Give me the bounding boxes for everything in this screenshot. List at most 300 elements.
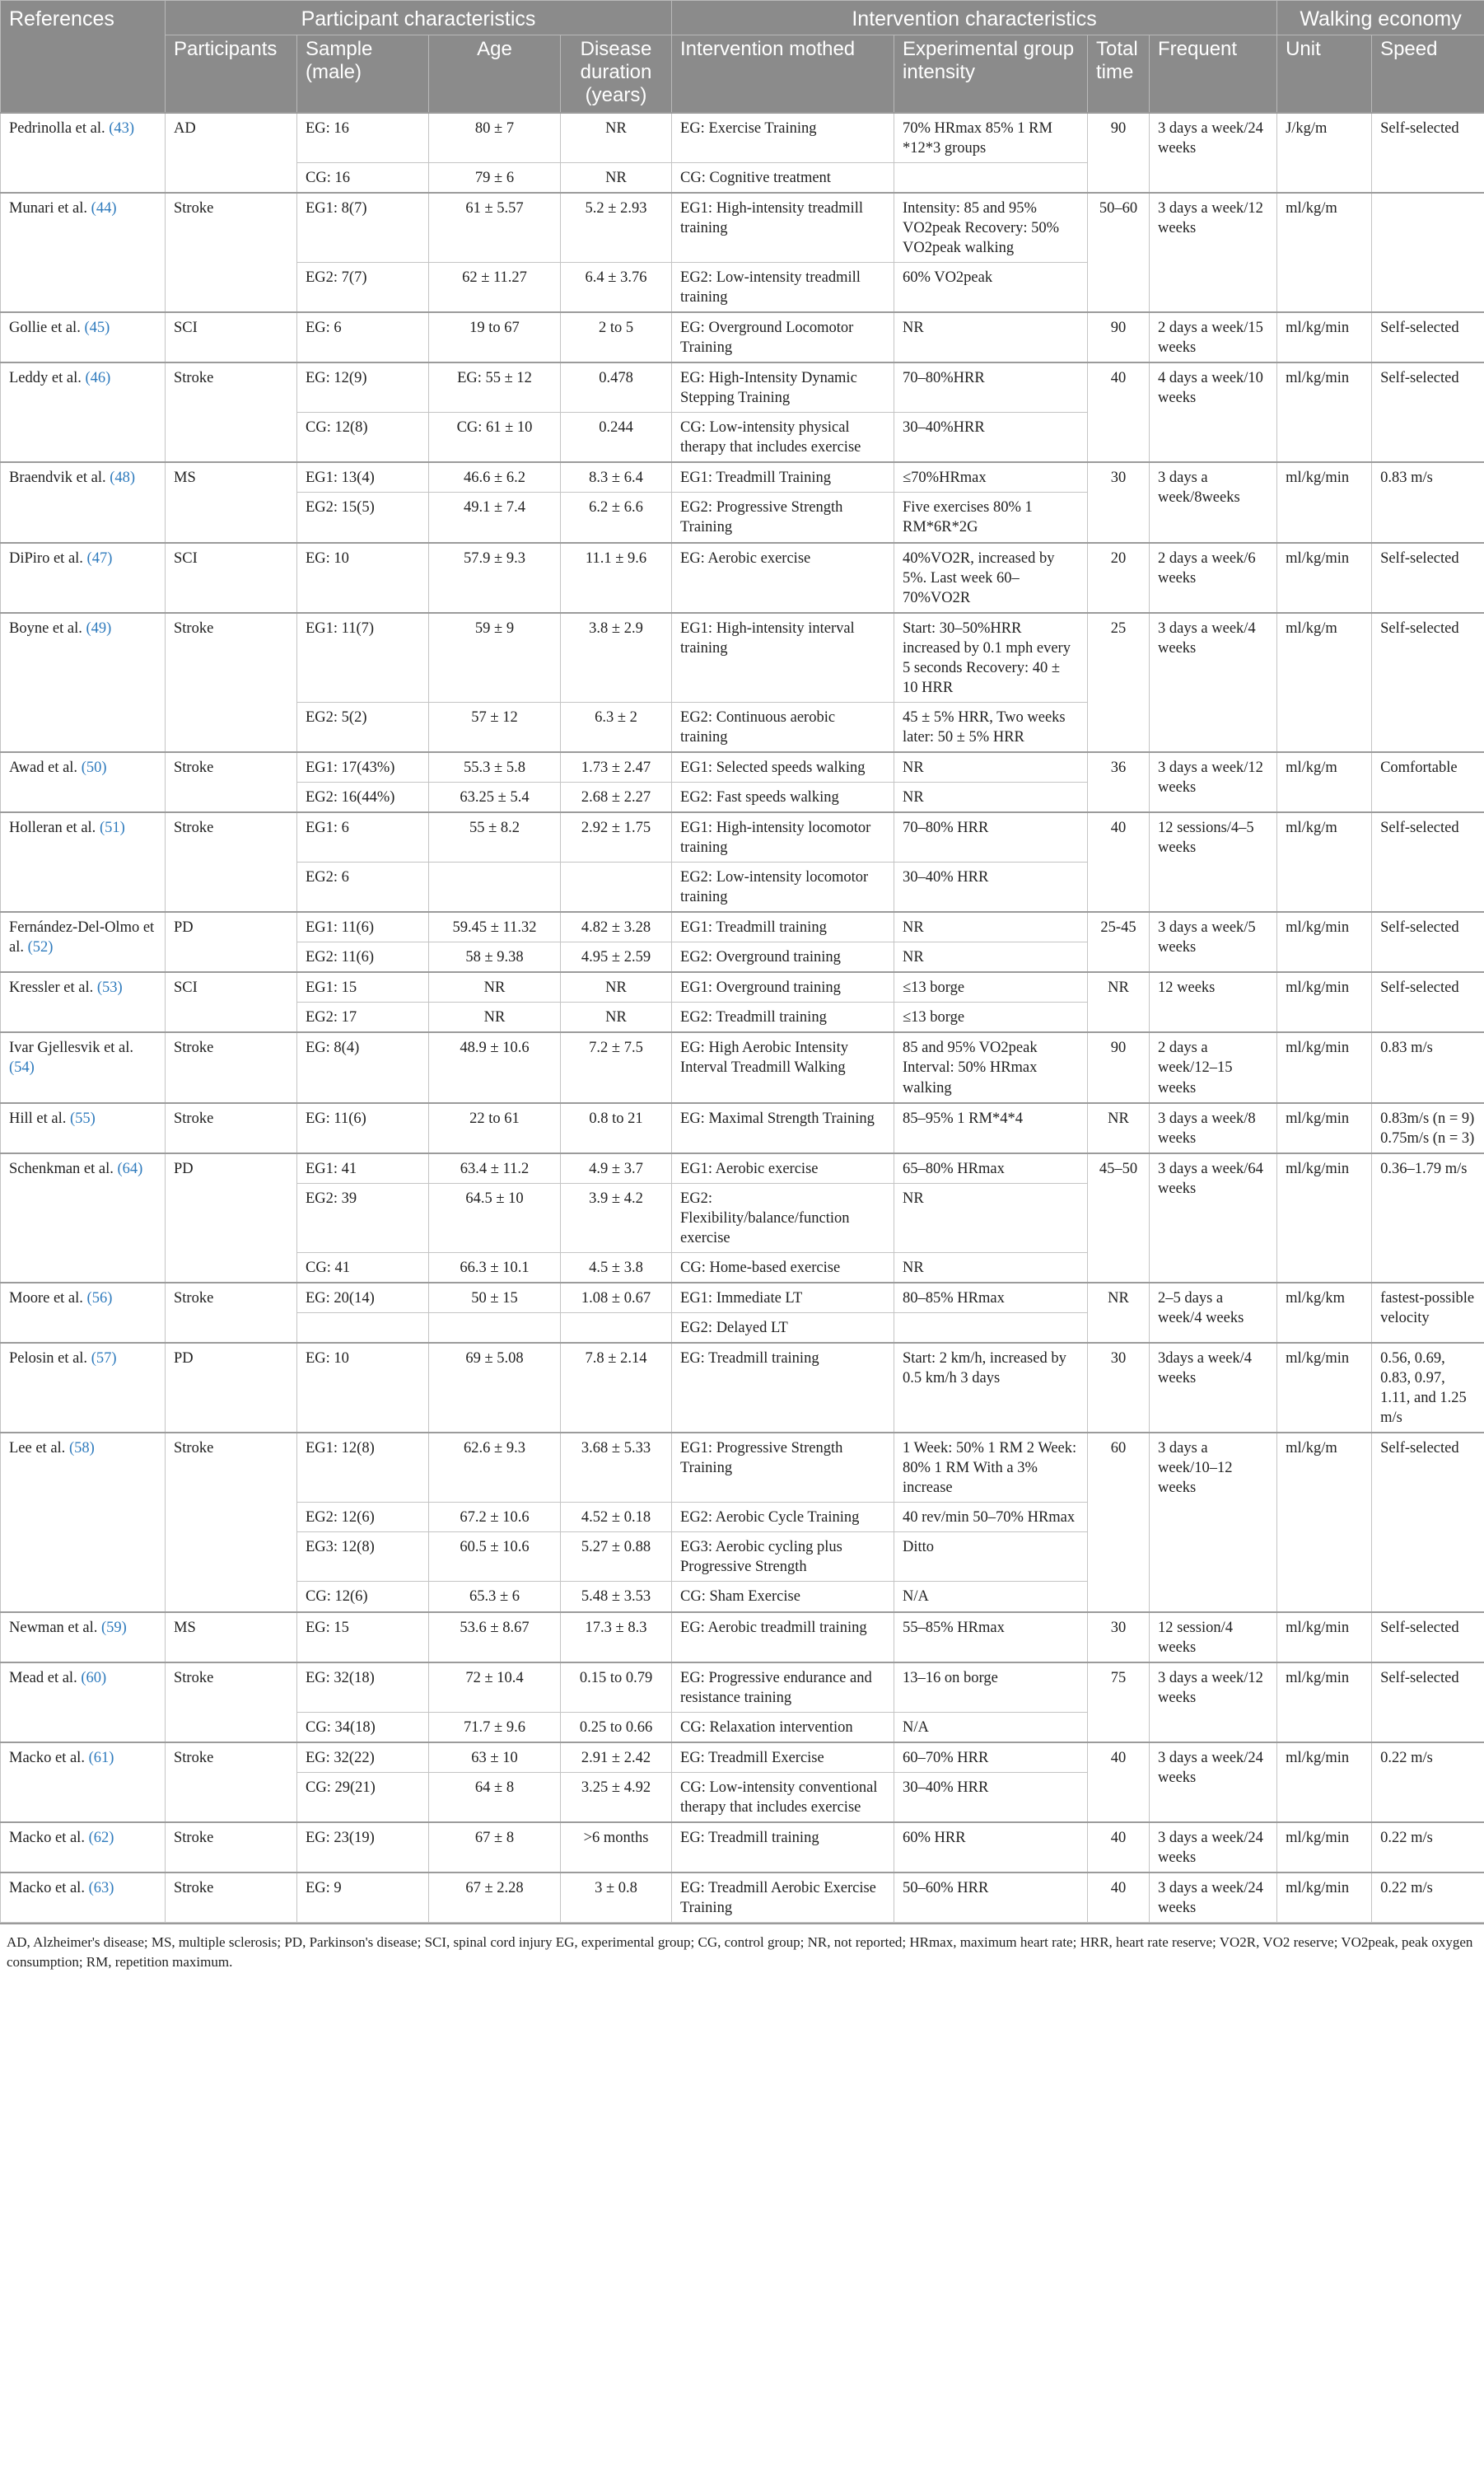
sample-cell xyxy=(297,1312,429,1343)
participants-cell: Stroke xyxy=(166,193,297,312)
reference-citation-link[interactable]: (51) xyxy=(99,820,125,837)
unit-cell: ml/kg/m xyxy=(1277,613,1372,752)
participants-cell: Stroke xyxy=(166,613,297,752)
intensity-cell: Ditto xyxy=(894,1532,1088,1582)
intensity-cell: Intensity: 85 and 95% VO2peak Recovery: 50% VO2peak walking xyxy=(894,193,1088,263)
mothed-cell: EG2: Progressive Strength Training xyxy=(672,493,894,543)
total-time-cell: 40 xyxy=(1088,362,1150,462)
unit-cell: ml/kg/min xyxy=(1277,1822,1372,1873)
total-time-cell: 40 xyxy=(1088,812,1150,912)
sample-cell: EG1: 12(8) xyxy=(297,1433,429,1503)
intensity-cell: 30–40% HRR xyxy=(894,1772,1088,1822)
mothed-cell: CG: Home-based exercise xyxy=(672,1252,894,1283)
duration-cell: 17.3 ± 8.3 xyxy=(561,1612,672,1662)
age-cell: 66.3 ± 10.1 xyxy=(429,1252,561,1283)
intensity-cell: 55–85% HRmax xyxy=(894,1612,1088,1662)
reference-citation-link[interactable]: (53) xyxy=(96,980,123,997)
total-time-cell: NR xyxy=(1088,1103,1150,1153)
sample-cell: CG: 12(6) xyxy=(297,1582,429,1612)
mothed-cell: EG1: High-intensity treadmill training xyxy=(672,193,894,263)
reference-author: Newman et al. xyxy=(9,1619,98,1636)
duration-cell: 4.52 ± 0.18 xyxy=(561,1503,672,1532)
age-cell: 46.6 ± 6.2 xyxy=(429,462,561,493)
sample-cell: EG1: 13(4) xyxy=(297,462,429,493)
speed-cell: 0.83 m/s xyxy=(1372,462,1484,542)
reference-citation-link[interactable]: (60) xyxy=(81,1669,107,1686)
sample-cell: EG: 23(19) xyxy=(297,1822,429,1873)
mothed-cell: CG: Relaxation intervention xyxy=(672,1712,894,1742)
duration-cell: 4.95 ± 2.59 xyxy=(561,942,672,973)
duration-cell: 0.25 to 0.66 xyxy=(561,1712,672,1742)
duration-cell: 3.68 ± 5.33 xyxy=(561,1433,672,1503)
sample-cell: EG: 32(18) xyxy=(297,1662,429,1713)
total-time-cell: 20 xyxy=(1088,543,1150,613)
duration-cell: 6.2 ± 6.6 xyxy=(561,493,672,543)
intensity-cell: ≤70%HRmax xyxy=(894,462,1088,493)
reference-citation-link[interactable]: (58) xyxy=(68,1440,95,1457)
speed-cell: 0.22 m/s xyxy=(1372,1822,1484,1873)
total-time-cell: 40 xyxy=(1088,1822,1150,1873)
sample-cell: CG: 12(8) xyxy=(297,413,429,463)
duration-cell: 2.91 ± 2.42 xyxy=(561,1742,672,1773)
reference-citation-link[interactable]: (54) xyxy=(9,1059,35,1077)
reference-citation-link[interactable]: (49) xyxy=(86,620,112,637)
speed-cell: Self-selected xyxy=(1372,613,1484,752)
speed-cell: Self-selected xyxy=(1372,1662,1484,1742)
reference-author: Ivar Gjellesvik et al. xyxy=(9,1040,134,1057)
mothed-cell: EG1: Overground training xyxy=(672,972,894,1003)
reference-author: Lee et al. xyxy=(9,1440,66,1457)
reference-citation-link[interactable]: (57) xyxy=(91,1349,117,1367)
frequent-cell: 3 days a week/24 weeks xyxy=(1150,1742,1277,1822)
unit-cell: ml/kg/min xyxy=(1277,1612,1372,1662)
reference-cell xyxy=(1,1873,166,1923)
total-time-cell: 30 xyxy=(1088,1612,1150,1662)
frequent-cell: 3days a week/4 weeks xyxy=(1150,1343,1277,1433)
total-time-cell: 25 xyxy=(1088,613,1150,752)
participants-cell: PD xyxy=(166,1343,297,1433)
reference-cell xyxy=(1,1283,166,1343)
total-time-cell: 45–50 xyxy=(1088,1153,1150,1283)
intensity-cell: N/A xyxy=(894,1582,1088,1612)
table-row xyxy=(1,752,1484,783)
participants-cell: Stroke xyxy=(166,1742,297,1822)
reference-citation-link[interactable]: (61) xyxy=(88,1749,114,1766)
reference-cell xyxy=(1,1612,166,1662)
age-cell: 64 ± 8 xyxy=(429,1772,561,1822)
total-time-cell: NR xyxy=(1088,972,1150,1032)
age-cell: 19 to 67 xyxy=(429,312,561,362)
header-total-time: Total time xyxy=(1088,35,1150,113)
frequent-cell: 4 days a week/10 weeks xyxy=(1150,362,1277,462)
table-row xyxy=(1,1032,1484,1102)
table-body xyxy=(1,113,1484,1923)
reference-author: Schenkman et al. xyxy=(9,1160,114,1177)
duration-cell: 1.08 ± 0.67 xyxy=(561,1283,672,1313)
mothed-cell: EG: Progressive endurance and resistance training xyxy=(672,1662,894,1713)
table-row xyxy=(1,1343,1484,1433)
participants-cell: MS xyxy=(166,1612,297,1662)
speed-cell xyxy=(1372,193,1484,312)
table-row xyxy=(1,613,1484,703)
duration-cell: 1.73 ± 2.47 xyxy=(561,752,672,783)
age-cell: 63.4 ± 11.2 xyxy=(429,1153,561,1184)
duration-cell: 0.244 xyxy=(561,413,672,463)
age-cell: 55.3 ± 5.8 xyxy=(429,752,561,783)
sample-cell: EG1: 6 xyxy=(297,812,429,863)
speed-cell: Self-selected xyxy=(1372,1433,1484,1611)
duration-cell: 5.48 ± 3.53 xyxy=(561,1582,672,1612)
reference-citation-link[interactable]: (62) xyxy=(88,1829,114,1846)
total-time-cell: 75 xyxy=(1088,1662,1150,1742)
age-cell: 57.9 ± 9.3 xyxy=(429,543,561,613)
intensity-cell: 80–85% HRmax xyxy=(894,1283,1088,1313)
mothed-cell: EG: Treadmill Exercise xyxy=(672,1742,894,1773)
table-row xyxy=(1,1822,1484,1873)
reference-citation-link[interactable]: (63) xyxy=(88,1879,114,1896)
table-row xyxy=(1,1612,1484,1662)
reference-author: Leddy et al. xyxy=(9,370,82,387)
reference-cell xyxy=(1,113,166,193)
intensity-cell: NR xyxy=(894,783,1088,813)
reference-citation-link[interactable]: (43) xyxy=(109,119,135,137)
frequent-cell: 3 days a week/24 weeks xyxy=(1150,1873,1277,1923)
speed-cell: Self-selected xyxy=(1372,812,1484,912)
sample-cell: EG1: 8(7) xyxy=(297,193,429,263)
mothed-cell: EG: Treadmill training xyxy=(672,1822,894,1873)
mothed-cell: EG: High Aerobic Intensity Interval Treadmill Walking xyxy=(672,1032,894,1102)
intensity-cell: ≤13 borge xyxy=(894,1003,1088,1033)
table-row xyxy=(1,1873,1484,1923)
reference-cell xyxy=(1,912,166,972)
participants-cell: SCI xyxy=(166,543,297,613)
duration-cell: 6.4 ± 3.76 xyxy=(561,263,672,313)
age-cell: 57 ± 12 xyxy=(429,702,561,752)
mothed-cell: EG1: Immediate LT xyxy=(672,1283,894,1313)
mothed-cell: EG2: Aerobic Cycle Training xyxy=(672,1503,894,1532)
sample-cell: EG: 32(22) xyxy=(297,1742,429,1773)
reference-citation-link[interactable]: (56) xyxy=(86,1289,113,1307)
reference-citation-link[interactable]: (45) xyxy=(84,320,110,337)
reference-cell xyxy=(1,543,166,613)
total-time-cell: 90 xyxy=(1088,1032,1150,1102)
sample-cell: EG: 9 xyxy=(297,1873,429,1923)
age-cell: EG: 55 ± 12 xyxy=(429,362,561,413)
sample-cell: EG2: 17 xyxy=(297,1003,429,1033)
age-cell: 55 ± 8.2 xyxy=(429,812,561,863)
speed-cell: Self-selected xyxy=(1372,113,1484,193)
reference-citation-link[interactable]: (55) xyxy=(69,1110,96,1127)
speed-cell: 0.22 m/s xyxy=(1372,1873,1484,1923)
age-cell: 50 ± 15 xyxy=(429,1283,561,1313)
reference-citation-link[interactable]: (59) xyxy=(101,1619,127,1636)
header-walking-economy: Walking economy xyxy=(1277,1,1484,35)
header-intervention-mothed: Intervention mothed xyxy=(672,35,894,113)
duration-cell: 3.25 ± 4.92 xyxy=(561,1772,672,1822)
table-row xyxy=(1,1103,1484,1153)
speed-cell: Self-selected xyxy=(1372,362,1484,462)
duration-cell: 3.9 ± 4.2 xyxy=(561,1183,672,1252)
age-cell: 22 to 61 xyxy=(429,1103,561,1153)
duration-cell xyxy=(561,863,672,913)
unit-cell: ml/kg/m xyxy=(1277,1433,1372,1611)
intensity-cell: 70% HRmax 85% 1 RM *12*3 groups xyxy=(894,113,1088,163)
reference-cell xyxy=(1,193,166,312)
mothed-cell: CG: Sham Exercise xyxy=(672,1582,894,1612)
unit-cell: ml/kg/min xyxy=(1277,1742,1372,1822)
participants-cell: Stroke xyxy=(166,752,297,812)
duration-cell: 5.2 ± 2.93 xyxy=(561,193,672,263)
participants-cell: Stroke xyxy=(166,1283,297,1343)
table-footnote: AD, Alzheimer's disease; MS, multiple sclerosis; PD, Parkinson's disease; SCI, spinal cord injury EG, experimental group; CG, control group; NR, not reported; HRmax, maximum heart rate; HRR, heart rate reserve; VO2R, VO2 reserve; VO2peak, peak oxygen consumption; RM, repetition maximum. xyxy=(0,1923,1484,1972)
intensity-cell: ≤13 borge xyxy=(894,972,1088,1003)
reference-citation-link[interactable]: (46) xyxy=(85,370,111,387)
participants-cell: PD xyxy=(166,912,297,972)
sample-cell: EG1: 15 xyxy=(297,972,429,1003)
reference-author: Pelosin et al. xyxy=(9,1349,88,1367)
header-participant-characteristics: Participant characteristics xyxy=(166,1,672,35)
age-cell: 62 ± 11.27 xyxy=(429,263,561,313)
speed-cell: 0.83 m/s xyxy=(1372,1032,1484,1102)
duration-cell: 4.5 ± 3.8 xyxy=(561,1252,672,1283)
duration-cell: 4.9 ± 3.7 xyxy=(561,1153,672,1184)
intensity-cell: 85 and 95% VO2peak Interval: 50% HRmax walking xyxy=(894,1032,1088,1102)
mothed-cell: EG2: Delayed LT xyxy=(672,1312,894,1343)
age-cell: 59 ± 9 xyxy=(429,613,561,703)
reference-cell xyxy=(1,752,166,812)
table-row xyxy=(1,193,1484,263)
duration-cell: 8.3 ± 6.4 xyxy=(561,462,672,493)
duration-cell: 2 to 5 xyxy=(561,312,672,362)
age-cell: 64.5 ± 10 xyxy=(429,1183,561,1252)
reference-author: Macko et al. xyxy=(9,1879,85,1896)
reference-citation-link[interactable]: (47) xyxy=(86,549,113,567)
reference-citation-link[interactable]: (44) xyxy=(91,199,117,217)
sample-cell: EG3: 12(8) xyxy=(297,1532,429,1582)
unit-cell: ml/kg/m xyxy=(1277,752,1372,812)
reference-author: Mead et al. xyxy=(9,1669,77,1686)
duration-cell: 0.8 to 21 xyxy=(561,1103,672,1153)
sample-cell: EG: 11(6) xyxy=(297,1103,429,1153)
speed-cell: 0.56, 0.69, 0.83, 0.97, 1.11, and 1.25 m/s xyxy=(1372,1343,1484,1433)
unit-cell: ml/kg/km xyxy=(1277,1283,1372,1343)
reference-author: Macko et al. xyxy=(9,1829,85,1846)
total-time-cell: 90 xyxy=(1088,113,1150,193)
sample-cell: EG1: 41 xyxy=(297,1153,429,1184)
header-intensity: Experimental group intensity xyxy=(894,35,1088,113)
mothed-cell: EG: Maximal Strength Training xyxy=(672,1103,894,1153)
reference-cell xyxy=(1,812,166,912)
reference-cell xyxy=(1,1742,166,1822)
reference-author: Awad et al. xyxy=(9,759,78,776)
sample-cell: EG: 15 xyxy=(297,1612,429,1662)
speed-cell: Self-selected xyxy=(1372,1612,1484,1662)
unit-cell: ml/kg/min xyxy=(1277,1032,1372,1102)
duration-cell: NR xyxy=(561,162,672,193)
table-row xyxy=(1,1433,1484,1503)
mothed-cell: EG2: Continuous aerobic training xyxy=(672,702,894,752)
mothed-cell: EG1: Progressive Strength Training xyxy=(672,1433,894,1503)
reference-author: Munari et al. xyxy=(9,199,88,217)
mothed-cell: EG3: Aerobic cycling plus Progressive Strength xyxy=(672,1532,894,1582)
mothed-cell: EG: High-Intensity Dynamic Stepping Training xyxy=(672,362,894,413)
duration-cell: 2.68 ± 2.27 xyxy=(561,783,672,813)
frequent-cell: 3 days a week/12 weeks xyxy=(1150,193,1277,312)
intensity-cell: 13–16 on borge xyxy=(894,1662,1088,1713)
header-age: Age xyxy=(429,35,561,113)
intensity-cell: 30–40% HRR xyxy=(894,863,1088,913)
header-references: References xyxy=(1,1,166,113)
reference-author: Braendvik et al. xyxy=(9,470,106,487)
participants-cell: Stroke xyxy=(166,1433,297,1611)
sample-cell: EG1: 17(43%) xyxy=(297,752,429,783)
table-row xyxy=(1,312,1484,362)
age-cell xyxy=(429,863,561,913)
intensity-cell: Start: 2 km/h, increased by 0.5 km/h 3 days xyxy=(894,1343,1088,1433)
sample-cell: CG: 29(21) xyxy=(297,1772,429,1822)
participants-cell: Stroke xyxy=(166,1822,297,1873)
mothed-cell: EG2: Flexibility/balance/function exercise xyxy=(672,1183,894,1252)
reference-cell xyxy=(1,1433,166,1611)
sample-cell: CG: 34(18) xyxy=(297,1712,429,1742)
sample-cell: EG1: 11(6) xyxy=(297,912,429,942)
reference-citation-link[interactable]: (52) xyxy=(27,939,54,956)
age-cell: 80 ± 7 xyxy=(429,113,561,163)
age-cell: CG: 61 ± 10 xyxy=(429,413,561,463)
mothed-cell: CG: Cognitive treatment xyxy=(672,162,894,193)
age-cell: 72 ± 10.4 xyxy=(429,1662,561,1713)
sample-cell: EG2: 39 xyxy=(297,1183,429,1252)
intensity-cell: N/A xyxy=(894,1712,1088,1742)
intensity-cell: Start: 30–50%HRR increased by 0.1 mph every 5 seconds Recovery: 40 ± 10 HRR xyxy=(894,613,1088,703)
header-frequent: Frequent xyxy=(1150,35,1277,113)
intensity-cell: NR xyxy=(894,1252,1088,1283)
table-row xyxy=(1,113,1484,163)
frequent-cell: 12 sessions/4–5 weeks xyxy=(1150,812,1277,912)
sample-cell: EG: 8(4) xyxy=(297,1032,429,1102)
total-time-cell: NR xyxy=(1088,1283,1150,1343)
age-cell: NR xyxy=(429,972,561,1003)
frequent-cell: 2–5 days a week/4 weeks xyxy=(1150,1283,1277,1343)
reference-cell xyxy=(1,1343,166,1433)
intensity-cell: 60% VO2peak xyxy=(894,263,1088,313)
total-time-cell: 40 xyxy=(1088,1873,1150,1923)
sample-cell: EG2: 6 xyxy=(297,863,429,913)
mothed-cell: EG2: Fast speeds walking xyxy=(672,783,894,813)
unit-cell: ml/kg/min xyxy=(1277,1662,1372,1742)
unit-cell: ml/kg/min xyxy=(1277,912,1372,972)
participants-cell: Stroke xyxy=(166,362,297,462)
speed-cell: Self-selected xyxy=(1372,312,1484,362)
age-cell: 63 ± 10 xyxy=(429,1742,561,1773)
sample-cell: EG: 16 xyxy=(297,113,429,163)
age-cell: 69 ± 5.08 xyxy=(429,1343,561,1433)
reference-cell xyxy=(1,972,166,1032)
mothed-cell: EG1: Selected speeds walking xyxy=(672,752,894,783)
unit-cell: ml/kg/min xyxy=(1277,1343,1372,1433)
frequent-cell: 2 days a week/12–15 weeks xyxy=(1150,1032,1277,1102)
frequent-cell: 3 days a week/12 weeks xyxy=(1150,752,1277,812)
total-time-cell: 30 xyxy=(1088,462,1150,542)
intensity-cell: 40%VO2R, increased by 5%. Last week 60–70%VO2R xyxy=(894,543,1088,613)
header-participants: Participants xyxy=(166,35,297,113)
frequent-cell: 3 days a week/4 weeks xyxy=(1150,613,1277,752)
age-cell: 61 ± 5.57 xyxy=(429,193,561,263)
reference-cell xyxy=(1,462,166,542)
reference-author: Hill et al. xyxy=(9,1110,67,1127)
reference-author: Boyne et al. xyxy=(9,620,82,637)
intensity-cell: Five exercises 80% 1 RM*6R*2G xyxy=(894,493,1088,543)
mothed-cell: EG: Aerobic treadmill training xyxy=(672,1612,894,1662)
reference-cell xyxy=(1,1662,166,1742)
unit-cell: ml/kg/m xyxy=(1277,193,1372,312)
frequent-cell: 3 days a week/24 weeks xyxy=(1150,113,1277,193)
duration-cell: 3.8 ± 2.9 xyxy=(561,613,672,703)
unit-cell: ml/kg/min xyxy=(1277,1873,1372,1923)
age-cell xyxy=(429,1312,561,1343)
mothed-cell: CG: Low-intensity conventional therapy that includes exercise xyxy=(672,1772,894,1822)
unit-cell: ml/kg/min xyxy=(1277,462,1372,542)
frequent-cell: 3 days a week/64 weeks xyxy=(1150,1153,1277,1283)
duration-cell: 5.27 ± 0.88 xyxy=(561,1532,672,1582)
reference-cell xyxy=(1,1153,166,1283)
participants-cell: Stroke xyxy=(166,812,297,912)
duration-cell: 0.15 to 0.79 xyxy=(561,1662,672,1713)
reference-author: Gollie et al. xyxy=(9,320,81,337)
sample-cell: CG: 41 xyxy=(297,1252,429,1283)
participants-cell: Stroke xyxy=(166,1662,297,1742)
reference-citation-link[interactable]: (50) xyxy=(81,759,107,776)
speed-cell: Self-selected xyxy=(1372,543,1484,613)
duration-cell xyxy=(561,1312,672,1343)
intensity-cell xyxy=(894,162,1088,193)
intensity-cell: NR xyxy=(894,312,1088,362)
reference-cell xyxy=(1,312,166,362)
intensity-cell: 60% HRR xyxy=(894,1822,1088,1873)
table-row xyxy=(1,972,1484,1003)
reference-citation-link[interactable]: (48) xyxy=(110,470,136,487)
participants-cell: AD xyxy=(166,113,297,193)
unit-cell: ml/kg/min xyxy=(1277,362,1372,462)
total-time-cell: 36 xyxy=(1088,752,1150,812)
unit-cell: ml/kg/min xyxy=(1277,1153,1372,1283)
age-cell: 49.1 ± 7.4 xyxy=(429,493,561,543)
header-unit: Unit xyxy=(1277,35,1372,113)
sample-cell: EG: 20(14) xyxy=(297,1283,429,1313)
sample-cell: EG: 6 xyxy=(297,312,429,362)
duration-cell: NR xyxy=(561,972,672,1003)
header-sample: Sample (male) xyxy=(297,35,429,113)
age-cell: NR xyxy=(429,1003,561,1033)
mothed-cell: EG: Overground Locomotor Training xyxy=(672,312,894,362)
speed-cell: fastest-possible velocity xyxy=(1372,1283,1484,1343)
duration-cell: 4.82 ± 3.28 xyxy=(561,912,672,942)
intensity-cell: 70–80%HRR xyxy=(894,362,1088,413)
table-row xyxy=(1,362,1484,413)
sample-cell: EG: 10 xyxy=(297,543,429,613)
unit-cell: ml/kg/min xyxy=(1277,312,1372,362)
sample-cell: CG: 16 xyxy=(297,162,429,193)
reference-author: DiPiro et al. xyxy=(9,549,83,567)
frequent-cell: 3 days a week/10–12 weeks xyxy=(1150,1433,1277,1611)
reference-author: Kressler et al. xyxy=(9,980,94,997)
duration-cell: >6 months xyxy=(561,1822,672,1873)
reference-citation-link[interactable]: (64) xyxy=(117,1160,143,1177)
intensity-cell: 1 Week: 50% 1 RM 2 Week: 80% 1 RM With a 3% increase xyxy=(894,1433,1088,1503)
speed-cell: 0.36–1.79 m/s xyxy=(1372,1153,1484,1283)
reference-cell xyxy=(1,362,166,462)
frequent-cell: 3 days a week/8weeks xyxy=(1150,462,1277,542)
